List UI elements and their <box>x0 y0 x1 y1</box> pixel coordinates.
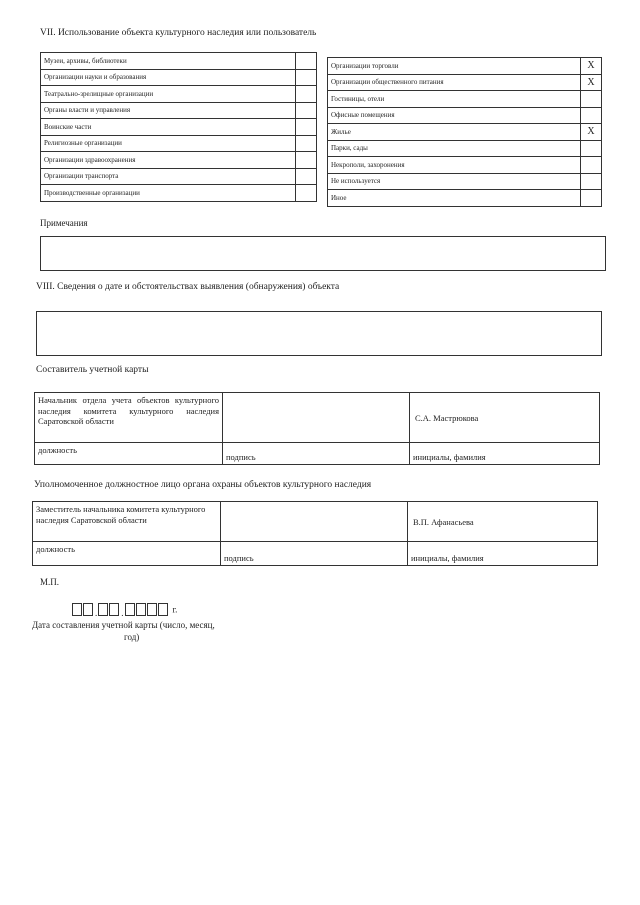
usage-label: Организации торговли <box>328 58 581 75</box>
usage-label: Иное <box>328 190 581 207</box>
usage-checkbox-right[interactable] <box>581 157 602 174</box>
usage-label: Театрально-зрелищные организации <box>41 86 296 103</box>
date-day-box-2[interactable] <box>83 603 93 616</box>
usage-label: Парки, сады <box>328 140 581 157</box>
usage-checkbox-right[interactable] <box>581 140 602 157</box>
usage-row <box>328 140 602 157</box>
usage-checkbox-right[interactable] <box>581 190 602 207</box>
usage-label: Некрополи, захоронения <box>328 157 581 174</box>
usage-row <box>41 135 317 152</box>
official-title: Уполномоченное должностное лицо органа охраны объектов культурного наследия <box>34 480 372 490</box>
usage-label: Жилье <box>328 124 581 141</box>
usage-checkbox-left[interactable] <box>296 152 317 169</box>
section8-title: VIII. Сведения о дате и обстоятельствах выявления (обнаружения) объекта <box>36 282 340 292</box>
usage-checkbox-left[interactable] <box>296 86 317 103</box>
date-month-box-2[interactable] <box>109 603 119 616</box>
usage-checkbox-left[interactable] <box>296 119 317 136</box>
usage-label: Организации общественного питания <box>328 74 581 91</box>
official-signature-cell[interactable] <box>221 502 408 542</box>
usage-row <box>328 58 602 75</box>
usage-label: Организации транспорта <box>41 168 296 185</box>
date-caption-line1: Дата составления учетной карты (число, месяц, <box>32 620 215 630</box>
usage-checkbox-left[interactable] <box>296 69 317 86</box>
usage-row <box>328 74 602 91</box>
usage-checkbox-right[interactable]: X <box>581 124 602 141</box>
usage-checkbox-left[interactable] <box>296 53 317 70</box>
usage-checkbox-right[interactable] <box>581 173 602 190</box>
date-day-box-1[interactable] <box>72 603 82 616</box>
usage-row <box>328 157 602 174</box>
usage-checkbox-right[interactable] <box>581 107 602 124</box>
usage-row <box>328 91 602 108</box>
compiler-position-label: должность <box>35 443 223 465</box>
usage-checkbox-right[interactable]: X <box>581 58 602 75</box>
date-caption-line2: год) <box>124 632 140 642</box>
date-input[interactable]: . . г. <box>72 600 177 618</box>
usage-label: Организации здравоохранения <box>41 152 296 169</box>
usage-label: Не используется <box>328 173 581 190</box>
compiler-title: Составитель учетной карты <box>36 365 149 375</box>
usage-label: Организации науки и образования <box>41 69 296 86</box>
usage-label: Производственные организации <box>41 185 296 202</box>
usage-label: Музеи, архивы, библиотеки <box>41 53 296 70</box>
usage-row <box>41 168 317 185</box>
usage-row <box>41 86 317 103</box>
usage-row <box>328 107 602 124</box>
date-suffix: г. <box>172 604 178 615</box>
official-position-label: должность <box>33 542 221 566</box>
notes-box[interactable] <box>40 236 606 271</box>
date-year-box-2[interactable] <box>136 603 146 616</box>
usage-row <box>41 152 317 169</box>
official-signature-label: подпись <box>221 542 408 566</box>
compiler-signature-label: подпись <box>223 443 410 465</box>
stamp-label: М.П. <box>40 577 60 587</box>
usage-row <box>41 53 317 70</box>
usage-label: Воинские части <box>41 119 296 136</box>
compiler-position: Начальник отдела учета объектов культурного наследия комитета культурного наследия Саратовской области <box>38 395 219 426</box>
usage-label: Органы власти и управления <box>41 102 296 119</box>
usage-checkbox-left[interactable] <box>296 102 317 119</box>
usage-table-left <box>40 52 317 202</box>
compiler-name: С.А. Мастрюкова <box>410 393 600 443</box>
official-position: Заместитель начальника комитета культурного наследия Саратовской области <box>36 504 206 525</box>
compiler-table <box>34 392 600 465</box>
official-name: В.П. Афанасьева <box>408 502 598 542</box>
compiler-signature-cell[interactable] <box>223 393 410 443</box>
usage-label: Религиозные организации <box>41 135 296 152</box>
notes-label: Примечания <box>40 218 88 228</box>
date-year-box-1[interactable] <box>125 603 135 616</box>
usage-checkbox-left[interactable] <box>296 135 317 152</box>
usage-row <box>328 124 602 141</box>
usage-checkbox-right[interactable]: X <box>581 74 602 91</box>
official-table <box>32 501 598 566</box>
date-month-box-1[interactable] <box>98 603 108 616</box>
usage-row <box>41 102 317 119</box>
usage-row <box>41 69 317 86</box>
compiler-name-label: инициалы, фамилия <box>410 443 600 465</box>
usage-table-right <box>327 57 602 207</box>
date-year-box-3[interactable] <box>147 603 157 616</box>
usage-label: Офисные помещения <box>328 107 581 124</box>
usage-row <box>41 119 317 136</box>
usage-checkbox-left[interactable] <box>296 168 317 185</box>
discovery-box[interactable] <box>36 311 602 356</box>
section7-title: VII. Использование объекта культурного наследия или пользователь <box>40 28 317 38</box>
usage-row <box>328 173 602 190</box>
usage-label: Гостиницы, отели <box>328 91 581 108</box>
usage-checkbox-right[interactable] <box>581 91 602 108</box>
usage-checkbox-left[interactable] <box>296 185 317 202</box>
usage-row <box>41 185 317 202</box>
usage-row <box>328 190 602 207</box>
date-year-box-4[interactable] <box>158 603 168 616</box>
official-name-label: инициалы, фамилия <box>408 542 598 566</box>
